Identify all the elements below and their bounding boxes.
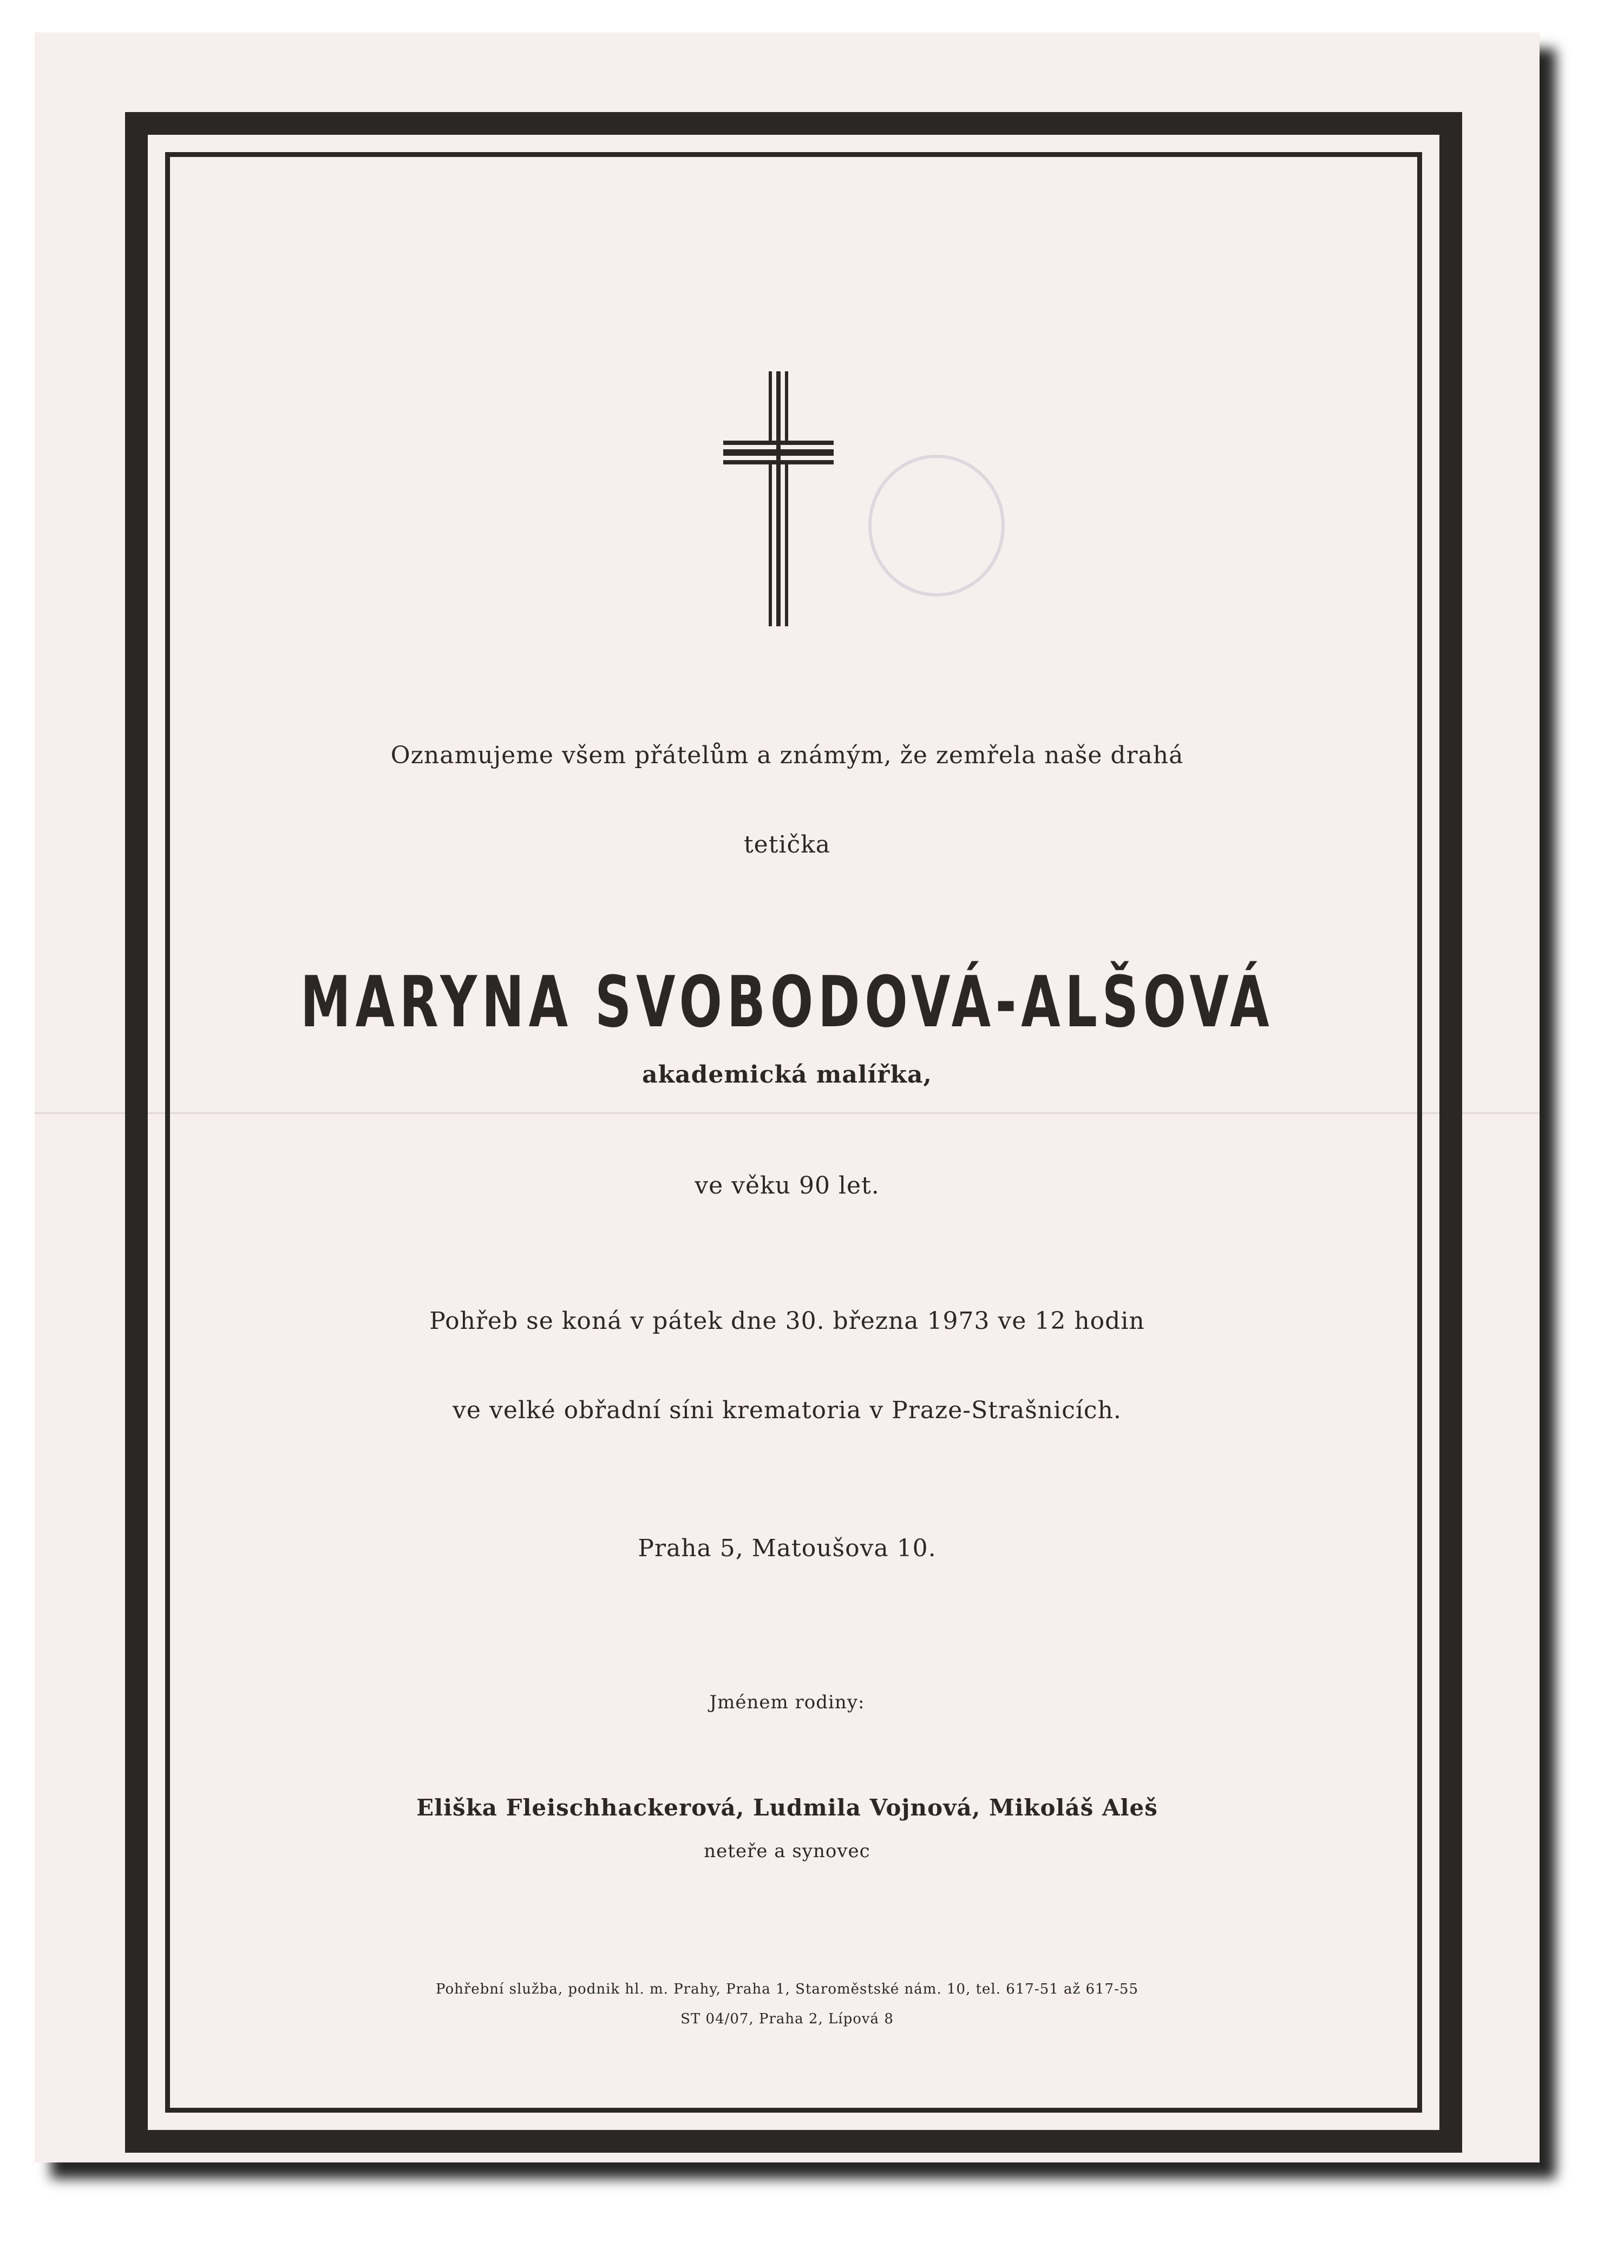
funeral-text: Pohřeb se koná v pátek dne 30. března 1973 ve 12 hodin (429, 1307, 1145, 1335)
venue-text: ve velké obřadní síni krematoria v Praze-Strašnicích. (453, 1397, 1122, 1424)
address-text: Praha 5, Matoušova 10. (638, 1535, 937, 1562)
age-text: ve věku 90 let. (695, 1172, 880, 1199)
printer-line-1: Pohřební služba, podnik hl. m. Prahy, Praha 1, Staroměstské nám. 10, tel. 617-51 až 617-55 (436, 1981, 1138, 1997)
printer-line-2: ST 04/07, Praha 2, Lípová 8 (680, 2011, 894, 2027)
obituary-sheet (35, 32, 1540, 2162)
profession-text: akademická malířka, (642, 1061, 932, 1089)
intro-text: Oznamujeme všem přátelům a známým, že zemřela naše drahá (390, 742, 1184, 769)
family-relation: neteře a synovec (704, 1840, 870, 1862)
deceased-name: MARYNA SVOBODOVÁ-ALŠOVÁ (300, 961, 1274, 1043)
family-label: Jménem rodiny: (709, 1692, 865, 1713)
relation-text: tetička (743, 831, 830, 858)
cross-icon (723, 371, 834, 626)
faded-postmark (868, 455, 1005, 597)
family-names: Eliška Fleischhackerová, Ludmila Vojnová, Mikoláš Aleš (416, 1794, 1158, 1821)
